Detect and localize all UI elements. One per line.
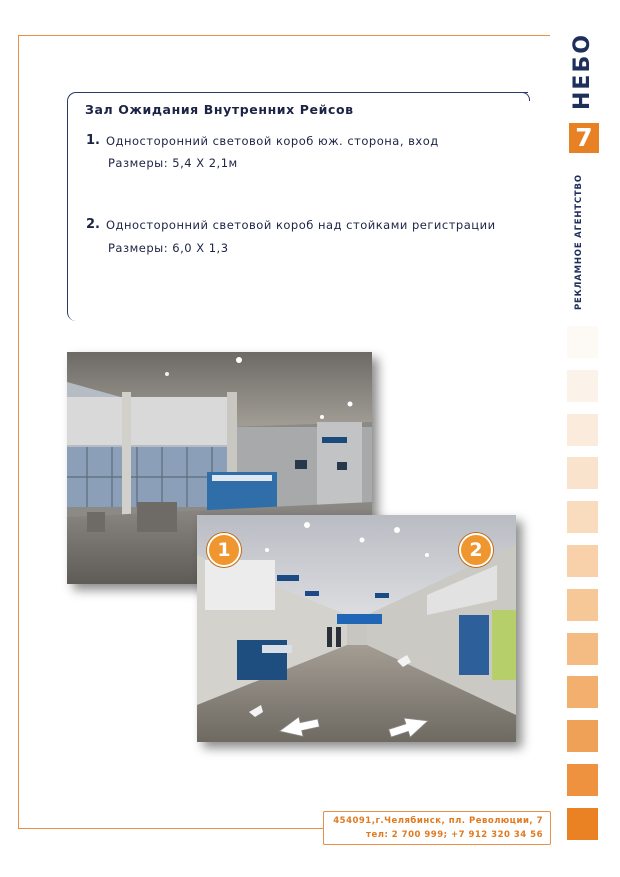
color-swatch [567,676,598,708]
color-swatch [567,764,598,796]
color-swatch [567,501,598,533]
brand-subtitle: РЕКЛАМНОЕ АГЕНТСТВО [574,174,584,310]
color-swatch [567,808,598,840]
frame-top-line [18,35,550,36]
contact-footer [323,811,551,845]
color-swatch [567,370,598,402]
frame-left-line [18,35,19,828]
color-swatch [567,720,598,752]
color-swatch [567,545,598,577]
item-1-text: Односторонний световой короб юж. сторона, вход [106,134,439,148]
item-2-text: Односторонний световой короб над стойками регистрации [106,218,496,232]
brand-name: НЕБО [570,33,595,110]
color-swatch [567,457,598,489]
brand-number-box: 7 [569,123,599,153]
color-swatch [567,633,598,665]
frame-bottom-line [18,828,323,829]
marker-1-badge: 1 [207,533,241,567]
item-2-size: Размеры: 6,0 Х 1,3 [108,241,229,255]
item-1-size: Размеры: 5,4 Х 2,1м [108,156,238,170]
footer-phones: тел: 2 700 999; +7 912 320 34 56 [366,830,543,840]
color-swatch [567,326,598,358]
info-box [67,92,528,321]
color-swatch [567,589,598,621]
marker-2-badge: 2 [459,533,493,567]
color-swatch [567,414,598,446]
footer-address: 454091,г.Челябинск, пл. Революции, 7 [333,816,543,826]
item-2-number: 2. [86,217,100,232]
item-1-number: 1. [86,133,100,148]
section-title: Зал Ожидания Внутренних Рейсов [85,102,354,117]
